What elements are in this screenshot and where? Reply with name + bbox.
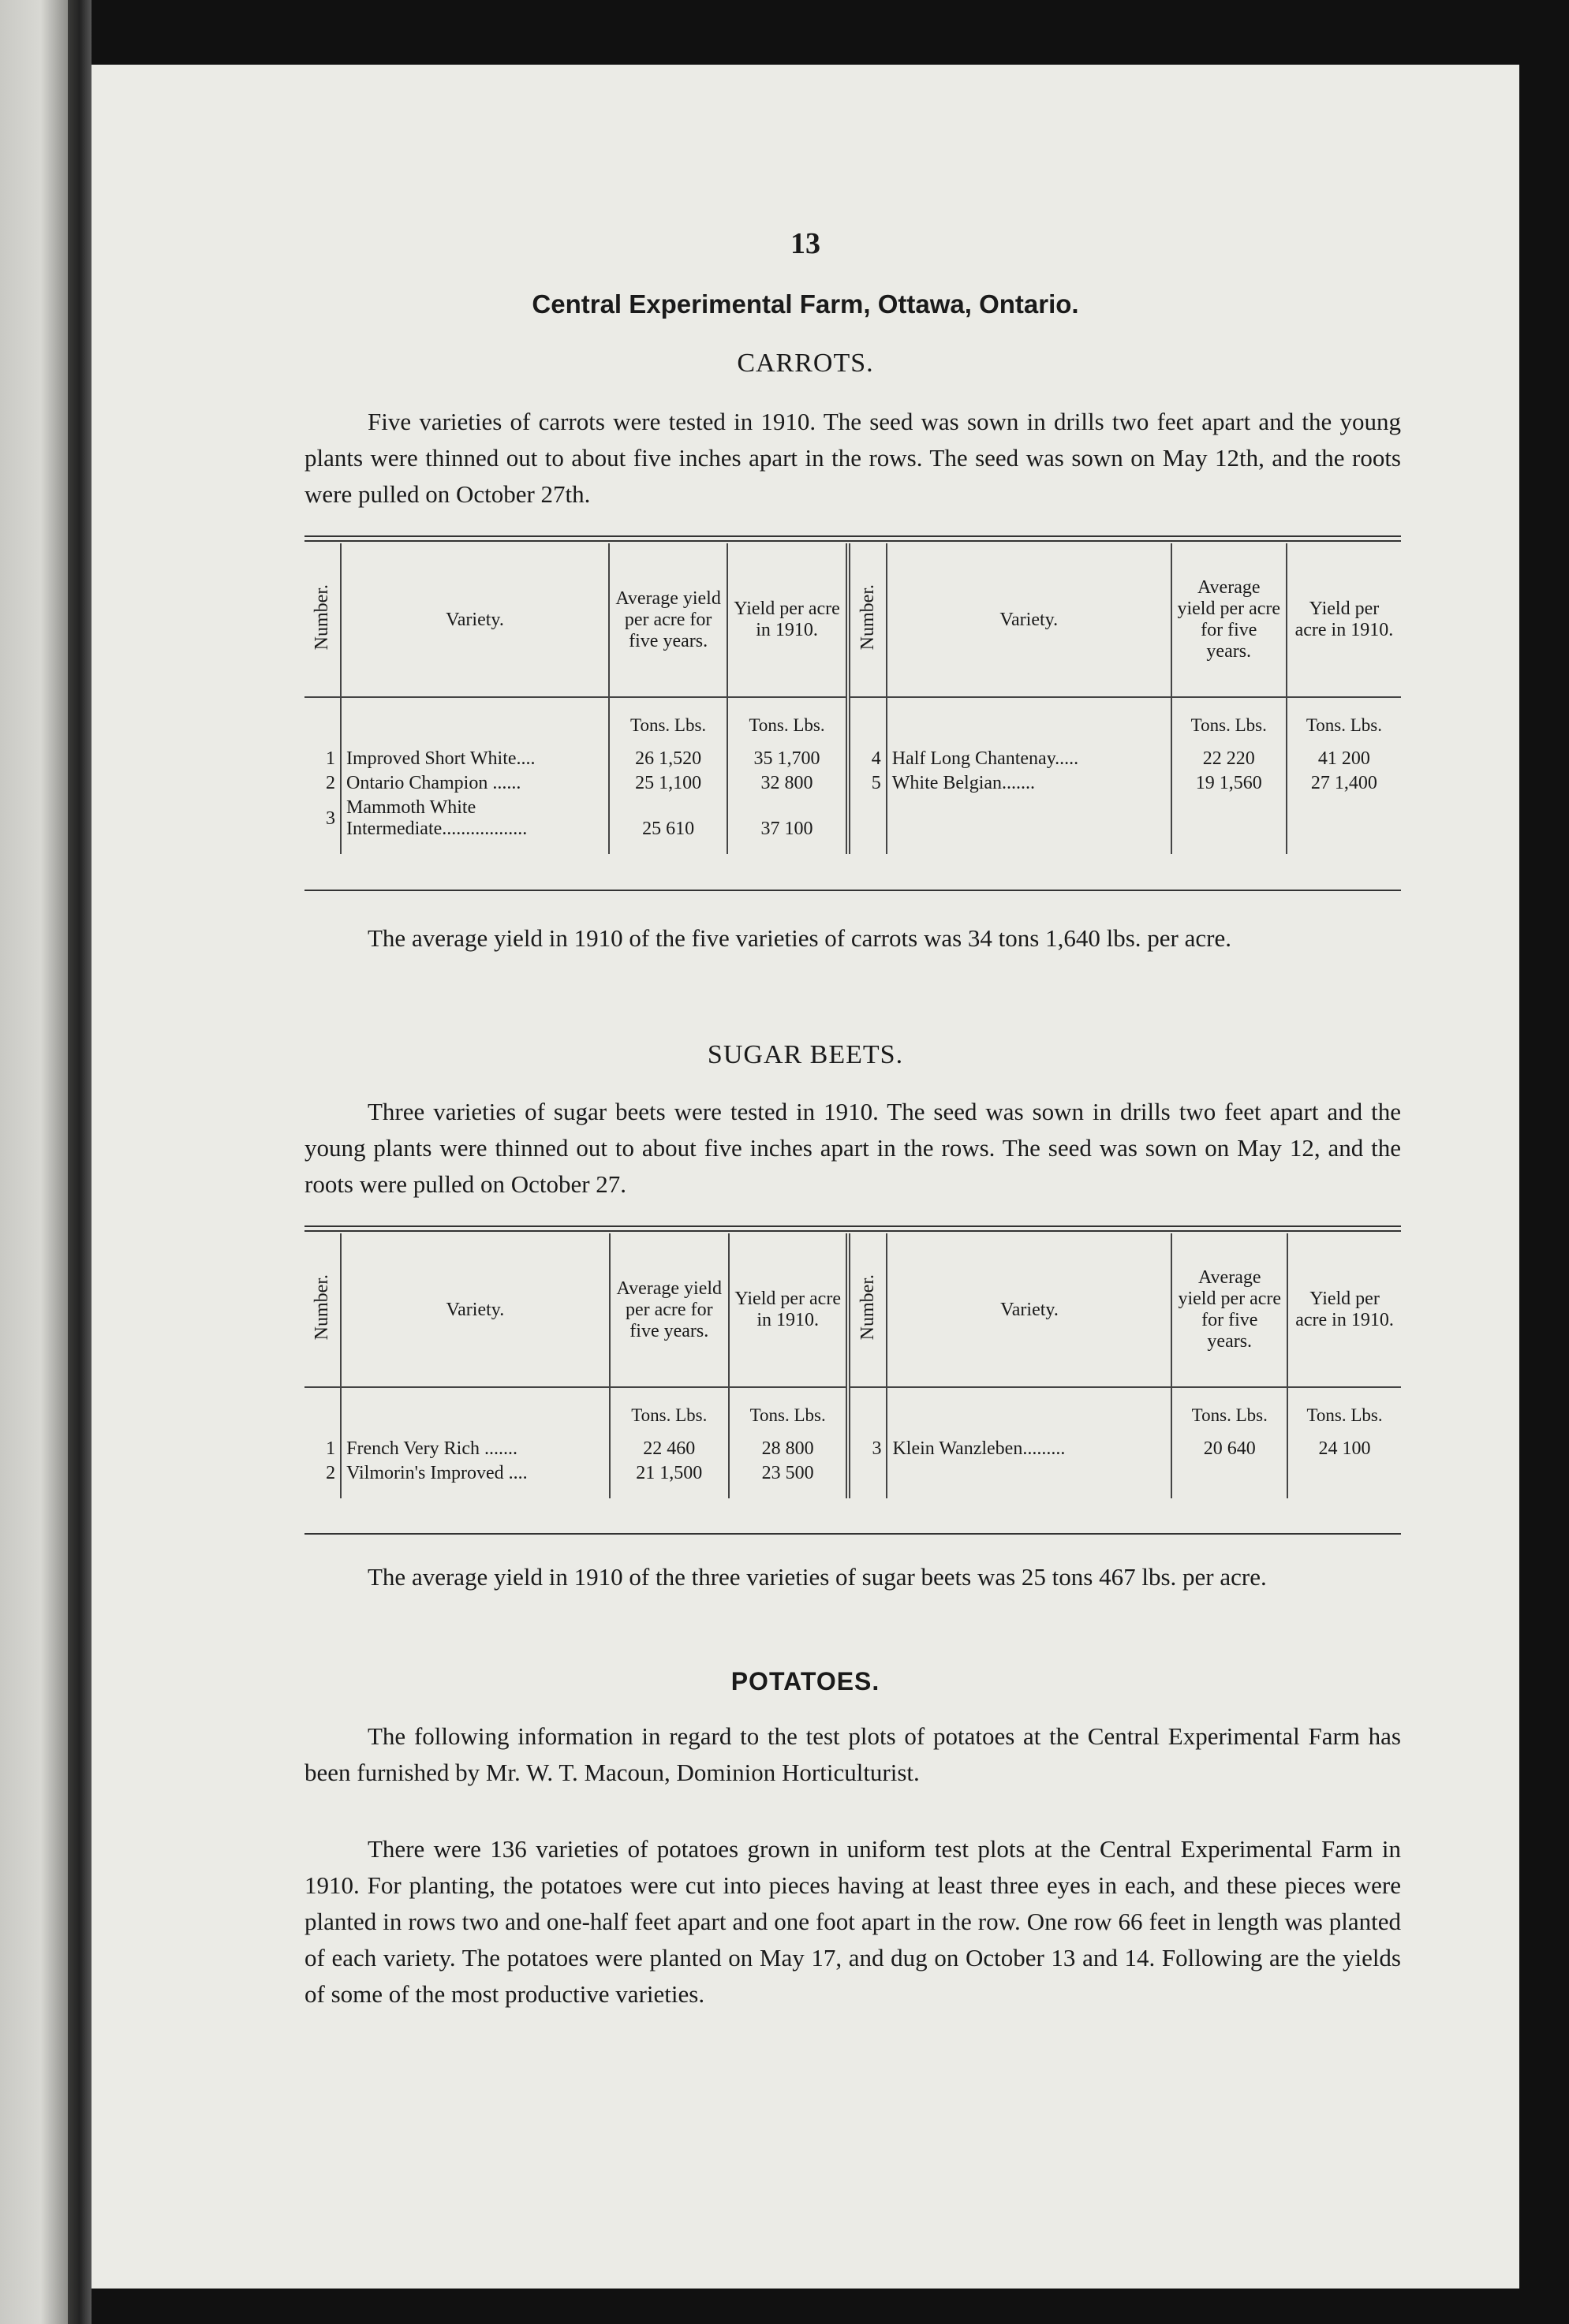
carrots-table — [304, 543, 1401, 854]
table-row: 2 Vilmorin's Improved .... 21 1,500 23 500 — [304, 1461, 1401, 1498]
carrots-heading: CARROTS. — [737, 349, 874, 378]
potatoes-heading: POTATOES. — [730, 1667, 880, 1695]
unit-label: Tons. Lbs. — [1287, 1387, 1401, 1437]
carrots-intro: Five varieties of carrots were tested in 1910. The seed was sown in drills two feet apart and the young plants were thinned out to about five inches apart in the rows. The seed was sown on May 12th, and the roots were pulled on October 27th. — [304, 408, 1401, 508]
col-avg-header-right: Average yield per acre for five years. — [1171, 1233, 1287, 1387]
book-page — [92, 65, 1519, 2289]
sugar-beets-table — [304, 1233, 1401, 1498]
col-avg-header: Average yield per acre for five years. — [610, 1233, 730, 1387]
carrots-table-top-rule — [304, 535, 1401, 542]
page-title: Central Experimental Farm, Ottawa, Ontario. — [532, 289, 1079, 319]
table-row: 3 Mammoth White Intermediate.................. 25 610 37 100 — [304, 796, 1401, 854]
sugar-beets-summary: The average yield in 1910 of the three varieties of sugar beets was 25 tons 467 lbs. per acre. — [368, 1563, 1267, 1591]
page-number: 13 — [790, 227, 820, 260]
col-avg-header-right: Average yield per acre for five years. — [1171, 543, 1287, 697]
col-number-header-right: Number. — [848, 1233, 887, 1387]
col-variety-header-right: Variety. — [887, 1233, 1171, 1387]
col-variety-header: Variety. — [341, 543, 609, 697]
sugar-beets-intro: Three varieties of sugar beets were tested in 1910. The seed was sown in drills two feet apart and the young plants were thinned out to about five inches apart in the rows. The seed was sown on May 12, and the roots were pulled on October 27. — [304, 1098, 1401, 1198]
carrots-summary: The average yield in 1910 of the five varieties of carrots was 34 tons 1,640 lbs. per acre. — [368, 924, 1231, 952]
col-yield-header: Yield per acre in 1910. — [727, 543, 847, 697]
col-yield-header-right: Yield per acre in 1910. — [1287, 1233, 1401, 1387]
unit-label: Tons. Lbs. — [609, 697, 727, 747]
unit-label: Tons. Lbs. — [729, 1387, 848, 1437]
table-row: 1 Improved Short White.... 26 1,520 35 1,700 4 Half Long Chantenay..... 22 220 41 200 — [304, 747, 1401, 771]
col-variety-header-right: Variety. — [887, 543, 1171, 697]
carrots-table-bottom-rule — [304, 890, 1401, 891]
col-avg-header: Average yield per acre for five years. — [609, 543, 727, 697]
table-row: 1 French Very Rich ....... 22 460 28 800 3 Klein Wanzleben......... 20 640 24 100 — [304, 1437, 1401, 1461]
book-gutter — [68, 0, 92, 2324]
unit-label: Tons. Lbs. — [1287, 697, 1401, 747]
beets-table-bottom-rule — [304, 1533, 1401, 1535]
unit-label: Tons. Lbs. — [1171, 1387, 1287, 1437]
potatoes-para-2: There were 136 varieties of potatoes grown in uniform test plots at the Central Experimental Farm in 1910. For planting, the potatoes were cut into pieces having at least three eyes in each, and these pieces were planted in rows two and one-half feet apart and one foot apart in the row. One row 66 feet in length was planted of each variety. The potatoes were planted on May 17, and dug on October 13 and 14. Following are the yields of some of the most productive varieties. — [304, 1835, 1401, 2008]
unit-label: Tons. Lbs. — [727, 697, 847, 747]
col-number-header: Number. — [312, 1274, 333, 1341]
facing-page-edge — [0, 0, 68, 2324]
unit-label: Tons. Lbs. — [1171, 697, 1287, 747]
table-row: 2 Ontario Champion ...... 25 1,100 32 800 5 White Belgian....... 19 1,560 27 1,400 — [304, 771, 1401, 796]
unit-label: Tons. Lbs. — [610, 1387, 730, 1437]
col-variety-header: Variety. — [341, 1233, 609, 1387]
col-yield-header-right: Yield per acre in 1910. — [1287, 543, 1401, 697]
potatoes-para-1: The following information in regard to the test plots of potatoes at the Central Experimental Farm has been furnished by Mr. W. T. Macoun, Dominion Horticulturist. — [304, 1722, 1401, 1786]
col-number-header: Number. — [312, 584, 332, 651]
sugar-beets-heading: SUGAR BEETS. — [707, 1040, 904, 1069]
beets-table-top-rule — [304, 1225, 1401, 1232]
col-number-header-right: Number. — [848, 543, 887, 697]
col-yield-header: Yield per acre in 1910. — [729, 1233, 848, 1387]
